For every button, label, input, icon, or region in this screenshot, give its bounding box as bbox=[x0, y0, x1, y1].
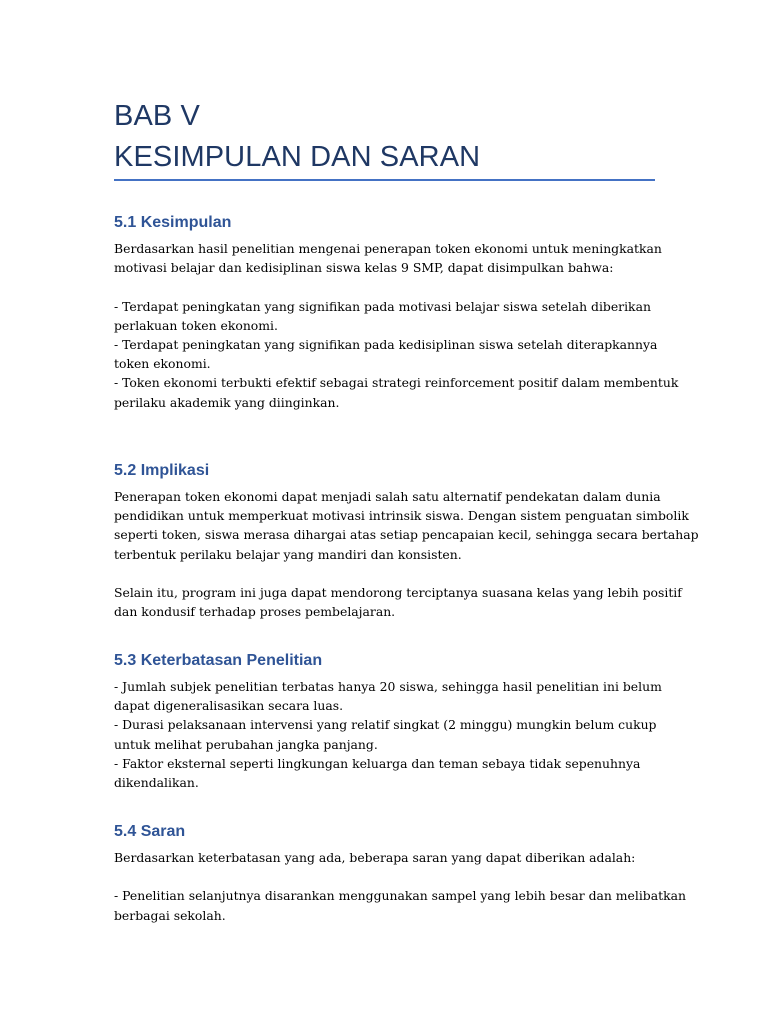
paragraph-gap bbox=[114, 564, 654, 583]
body-line: dapat digeneralisasikan secara luas. bbox=[114, 698, 344, 714]
body-line: - Faktor eksternal seperti lingkungan keluarga dan teman sebaya tidak sepenuhnya bbox=[114, 755, 641, 771]
body-line: token ekonomi. bbox=[114, 356, 211, 372]
section-keterbatasan bbox=[114, 651, 662, 792]
body-line: - Terdapat peningkatan yang signifikan pada motivasi belajar siswa setelah diberikan bbox=[114, 298, 651, 314]
body-line: seperti token, siswa merasa dihargai atas setiap pencapaian kecil, sehingga secara bertahap bbox=[114, 527, 699, 543]
body-line: Berdasarkan hasil penelitian mengenai penerapan token ekonomi untuk meningkatkan bbox=[114, 241, 662, 256]
body-line: - Jumlah subjek penelitian terbatas hanya 20 siswa, sehingga hasil penelitian ini belum bbox=[114, 679, 662, 694]
paragraph-gap bbox=[114, 277, 654, 296]
body-line: dikendalikan. bbox=[114, 775, 199, 791]
section-body bbox=[114, 487, 699, 621]
section-body bbox=[114, 677, 662, 792]
section-saran bbox=[114, 822, 686, 925]
body-line: untuk melihat perubahan jangka panjang. bbox=[114, 736, 378, 752]
section-heading: 5.1 Kesimpulan bbox=[114, 214, 232, 231]
body-line: - Token ekonomi terbukti efektif sebagai strategi reinforcement positif dalam membentuk bbox=[114, 375, 679, 391]
body-line: Berdasarkan keterbatasan yang ada, beberapa saran yang dapat diberikan adalah: bbox=[114, 850, 636, 865]
paragraph-gap bbox=[114, 867, 654, 886]
section-body bbox=[114, 239, 679, 412]
section-kesimpulan bbox=[114, 213, 679, 412]
body-line: - Penelitian selanjutnya disarankan menggunakan sampel yang lebih besar dan melibatkan bbox=[114, 888, 686, 904]
section-heading: 5.4 Saran bbox=[114, 823, 186, 840]
title-divider bbox=[114, 179, 655, 181]
section-body bbox=[114, 848, 686, 925]
section-implikasi bbox=[114, 461, 699, 621]
body-line: Selain itu, program ini juga dapat mendorong terciptanya suasana kelas yang lebih positif bbox=[114, 585, 682, 600]
body-line: perlakuan token ekonomi. bbox=[114, 317, 278, 333]
body-line: - Durasi pelaksanaan intervensi yang relatif singkat (2 minggu) mungkin belum cukup bbox=[114, 717, 657, 733]
body-line: motivasi belajar dan kedisiplinan siswa kelas 9 SMP, dapat disimpulkan bahwa: bbox=[114, 260, 614, 276]
body-line: berbagai sekolah. bbox=[114, 907, 226, 923]
chapter-title: BAB V bbox=[114, 100, 200, 132]
chapter-title-block bbox=[114, 96, 674, 178]
body-line: perilaku akademik yang diinginkan. bbox=[114, 394, 340, 410]
section-heading: 5.3 Keterbatasan Penelitian bbox=[114, 652, 323, 669]
body-line: terbentuk perilaku belajar yang mandiri dan konsisten. bbox=[114, 546, 462, 562]
body-line: - Terdapat peningkatan yang signifikan pada kedisiplinan siswa setelah diterapkannya bbox=[114, 337, 658, 352]
chapter-subtitle: KESIMPULAN DAN SARAN bbox=[114, 141, 481, 173]
body-line: Penerapan token ekonomi dapat menjadi salah satu alternatif pendekatan dalam dunia bbox=[114, 489, 661, 504]
section-heading: 5.2 Implikasi bbox=[114, 462, 210, 479]
body-line: pendidikan untuk memperkuat motivasi intrinsik siswa. Dengan sistem penguatan simbolik bbox=[114, 508, 689, 524]
body-line: dan kondusif terhadap proses pembelajaran. bbox=[114, 604, 396, 620]
